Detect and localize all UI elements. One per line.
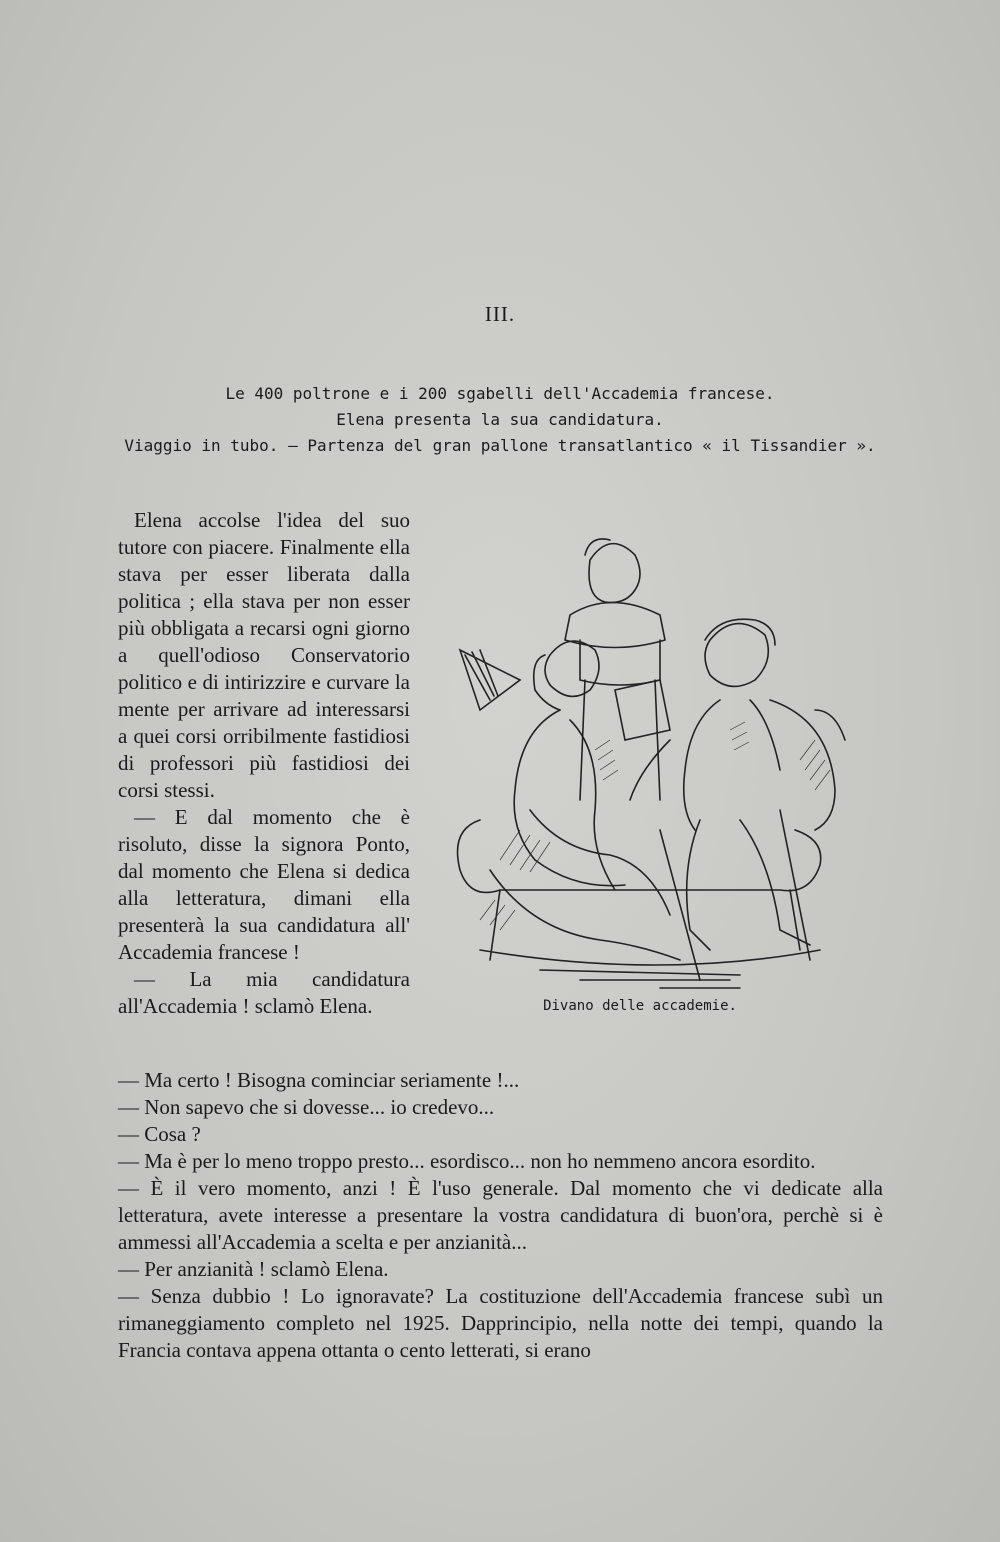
paragraph: — La mia candidatura all'Accademia ! sclamò Elena. [118, 967, 410, 1018]
paragraph: — Non sapevo che si dovesse... io credevo... [118, 1095, 495, 1119]
engraving-illustration [420, 520, 860, 990]
figure-caption: Divano delle accademie. [543, 998, 737, 1014]
narrow-text-column [118, 507, 410, 1020]
summary-line: Viaggio in tubo. — Partenza del gran pallone transatlantico « il Tissandier ». [124, 436, 876, 455]
illustration-divano [420, 520, 860, 990]
paragraph: — Per anzianità ! sclamò Elena. [118, 1257, 389, 1281]
paragraph: — Ma certo ! Bisogna cominciar seriamente !... [118, 1068, 520, 1092]
summary-line: Elena presenta la sua candidatura. [336, 410, 664, 429]
paragraph: — È il vero momento, anzi ! È l'uso generale. Dal momento che vi dedicate alla letteratura, avete interesse a presentare la vostra candidatura di buon'ora, perchè si è ammessi all'Accademia a scelta e per anzianità... [118, 1176, 883, 1254]
full-width-text [118, 1067, 883, 1364]
paragraph: — Senza dubbio ! Lo ignoravate? La costituzione dell'Accademia francese subì un rimaneggiamento completo nel 1925. Dapprincipio, nella notte dei tempi, quando la Francia contava appena ottanta o cento letterati, si erano [118, 1284, 883, 1362]
chapter-summary [60, 381, 940, 459]
paragraph: — Cosa ? [118, 1122, 201, 1146]
paragraph: Elena accolse l'idea del suo tutore con piacere. Finalmente ella stava per esser liberata dalla politica ; ella stava per non esser più obbligata a recarsi ogni giorno a quell'odioso Conservatorio politico e di intirizzire e curvare la mente per arrivare ad interessarsi a quei corsi orribilmente fastidiosi di professori più fastidiosi dei corsi stessi. [118, 508, 410, 802]
paragraph: — Ma è per lo meno troppo presto... esordisco... non ho nemmeno ancora esordito. [118, 1149, 816, 1173]
chapter-number: III. [484, 302, 516, 326]
summary-line: Le 400 poltrone e i 200 sgabelli dell'Accademia francese. [225, 384, 775, 403]
paragraph: — E dal momento che è risoluto, disse la signora Ponto, dal momento che Elena si dedica alla letteratura, dimani ella presenterà la sua candidatura all' Accademia francese ! [118, 805, 410, 964]
